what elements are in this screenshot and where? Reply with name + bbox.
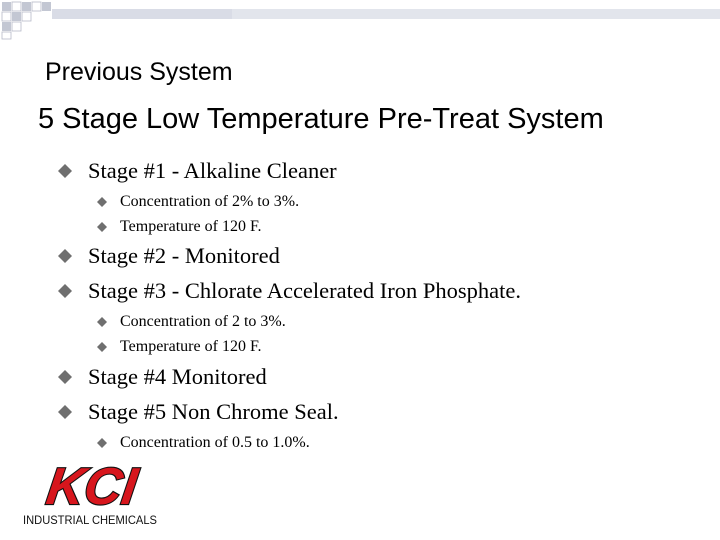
bullet-text: Temperature of 120 F. [120,218,262,235]
diamond-bullet-icon [97,342,107,352]
logo-tagline: INDUSTRIAL CHEMICALS [23,513,157,527]
bullet-text: Stage #3 - Chlorate Accelerated Iron Phosphate. [88,278,521,303]
diamond-bullet-icon [97,222,107,232]
diamond-bullet-icon [58,405,72,419]
diamond-bullet-icon [97,438,107,448]
bullet-text: Concentration of 2 to 3%. [120,313,286,330]
diamond-bullet-icon [58,164,72,178]
diamond-bullet-icon [58,249,72,263]
corner-squares-decoration [0,0,720,40]
bullet-text: Stage #5 Non Chrome Seal. [88,399,339,424]
slide-pre-title: Previous System [45,58,233,86]
logo-mark: KCI [43,458,141,516]
bullet-text: Stage #1 - Alkaline Cleaner [88,158,337,183]
diamond-bullet-icon [97,197,107,207]
diamond-bullet-icon [58,284,72,298]
slide-title: 5 Stage Low Temperature Pre-Treat System [38,103,604,135]
bullet-text: Temperature of 120 F. [120,338,262,355]
bullet-text: Stage #4 Monitored [88,364,267,389]
bullet-text: Concentration of 0.5 to 1.0%. [120,434,310,451]
bullet-text: Stage #2 - Monitored [88,243,280,268]
bullet-text: Concentration of 2% to 3%. [120,193,300,210]
kci-logo [20,458,160,530]
diamond-bullet-icon [58,370,72,384]
diamond-bullet-icon [97,317,107,327]
